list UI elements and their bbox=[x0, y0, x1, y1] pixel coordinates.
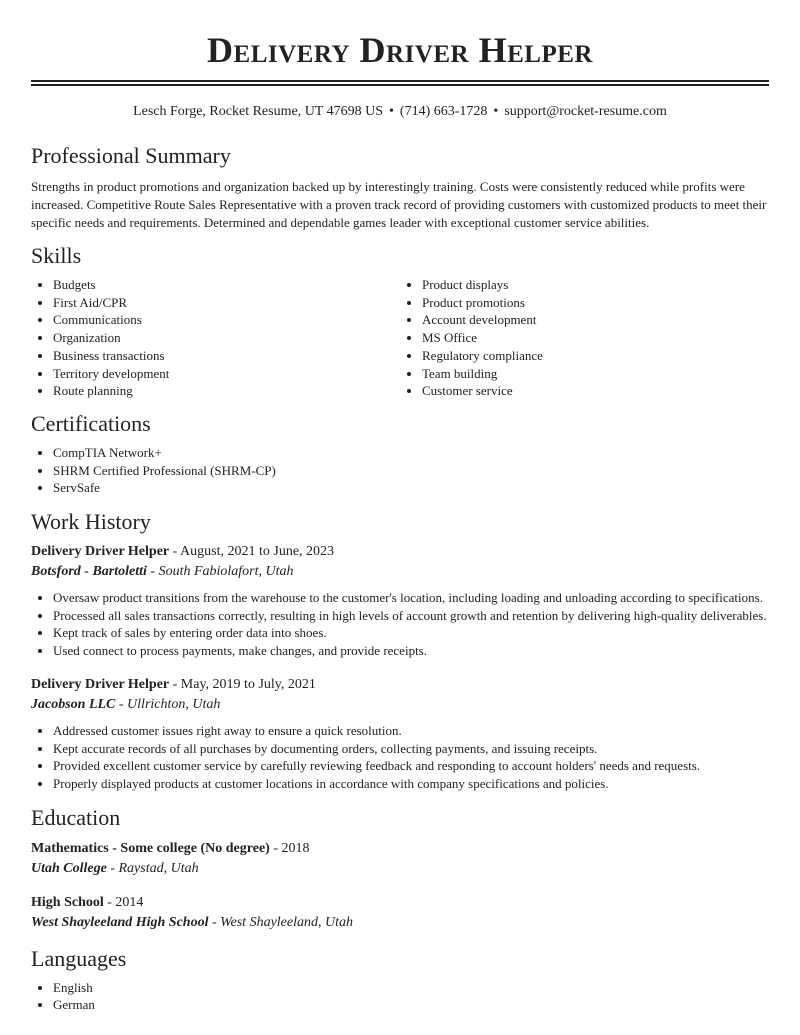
job-employer-line bbox=[31, 562, 769, 582]
certification-item: • SHRM Certified Professional (SHRM-CP) bbox=[53, 462, 769, 480]
education-location: - West Shayleeland, Utah bbox=[208, 914, 353, 930]
summary-heading: Professional Summary bbox=[31, 143, 231, 168]
languages-list bbox=[31, 979, 769, 1014]
job-bullet: • Kept accurate records of all purchases by documenting orders, collecting payments, and issuing receipts. bbox=[53, 740, 769, 758]
education-school: Utah College bbox=[31, 860, 107, 876]
job-location: - Ullrichton, Utah bbox=[115, 696, 221, 712]
skills-columns bbox=[31, 276, 769, 400]
languages-section bbox=[31, 945, 769, 1014]
job-employer: Botsford - Bartoletti bbox=[31, 564, 147, 580]
education-heading: Education bbox=[31, 804, 121, 830]
education-degree: Mathematics - Some college (No degree) bbox=[31, 840, 270, 856]
contact-separator: • bbox=[389, 104, 394, 119]
summary-section bbox=[31, 142, 769, 232]
education-degree-line bbox=[31, 839, 769, 859]
job-bullets bbox=[31, 589, 769, 660]
resume-name: Delivery Driver Helper bbox=[207, 30, 593, 70]
job-employer-line bbox=[31, 695, 769, 715]
skill-item: • Territory development bbox=[53, 365, 400, 383]
skill-item: • Product displays bbox=[422, 276, 769, 294]
job-entry bbox=[31, 542, 769, 660]
job-bullet: • Kept track of sales by entering order data into shoes. bbox=[53, 624, 769, 642]
contact-separator: • bbox=[493, 104, 499, 119]
education-year: - 2014 bbox=[103, 894, 144, 910]
skill-item: • MS Office bbox=[422, 329, 769, 347]
job-dates: - May, 2019 to July, 2021 bbox=[169, 676, 316, 692]
job-entry bbox=[31, 675, 769, 793]
education-entry bbox=[31, 893, 769, 933]
job-bullet: • Provided excellent customer service by carefully reviewing feedback and responding to account holders' needs and requests. bbox=[53, 757, 769, 775]
skill-item: • Account development bbox=[422, 311, 769, 329]
certification-item: • CompTIA Network+ bbox=[53, 444, 769, 462]
education-entry bbox=[31, 839, 769, 879]
work-history-heading: Work History bbox=[31, 509, 151, 535]
skill-item: • First Aid/CPR bbox=[53, 294, 400, 312]
certification-item: • ServSafe bbox=[53, 479, 769, 497]
skill-item: • Business transactions bbox=[53, 347, 400, 365]
education-school: West Shayleeland High School bbox=[31, 914, 209, 930]
job-bullets bbox=[31, 722, 769, 793]
skill-item: • Team building bbox=[422, 365, 769, 383]
language-item: • English bbox=[53, 979, 769, 997]
job-title: Delivery Driver Helper bbox=[31, 676, 170, 692]
education-location: - Raystad, Utah bbox=[106, 860, 199, 876]
education-school-line bbox=[31, 913, 769, 933]
contact-line bbox=[31, 102, 769, 122]
certifications-list bbox=[31, 444, 769, 497]
job-dates: - August, 2021 to June, 2023 bbox=[169, 544, 335, 560]
header-divider bbox=[31, 80, 769, 86]
skill-item: • Budgets bbox=[53, 276, 400, 294]
skill-item: • Route planning bbox=[53, 382, 400, 400]
job-title-line bbox=[31, 675, 769, 695]
job-bullet: • Used connect to process payments, make changes, and provide receipts. bbox=[53, 642, 769, 660]
job-bullet: • Oversaw product transitions from the warehouse to the customer's location, including loading and unloading according to specifications. bbox=[53, 589, 769, 607]
work-history-section bbox=[31, 508, 769, 793]
education-degree: High School bbox=[31, 894, 104, 910]
skill-item: • Organization bbox=[53, 329, 400, 347]
contact-phone[interactable]: (714) 663-1728 bbox=[399, 104, 488, 119]
skills-heading: Skills bbox=[31, 243, 82, 268]
skill-item: • Regulatory compliance bbox=[422, 347, 769, 365]
education-school-line bbox=[31, 859, 769, 879]
summary-text: Strengths in product promotions and organization backed up by interestingly training. Costs were consistently reduced while profits were increased. Competitive Route Sales Representative with a proven track record of providing customers with customized products to meet their specific needs and requirements. Determined and dependable games leader with exceptional customer service abilities. bbox=[31, 179, 767, 230]
job-employer: Jacobson LLC bbox=[31, 696, 116, 712]
languages-heading: Languages bbox=[31, 945, 127, 971]
skill-item: • Product promotions bbox=[422, 294, 769, 312]
skill-item: • Communications bbox=[53, 311, 400, 329]
skills-list-right bbox=[400, 276, 769, 400]
job-bullet: • Properly displayed products at customer locations in accordance with company specifications and policies. bbox=[53, 775, 769, 793]
certifications-heading: Certifications bbox=[31, 410, 151, 436]
education-section bbox=[31, 804, 769, 933]
education-year: - 2018 bbox=[269, 840, 310, 856]
language-item: • German bbox=[53, 996, 769, 1014]
skills-list-left bbox=[31, 276, 400, 400]
job-bullet: • Addressed customer issues right away to ensure a quick resolution. bbox=[53, 722, 769, 740]
skill-item: • Customer service bbox=[422, 382, 769, 400]
contact-email[interactable]: support@rocket-resume.com bbox=[504, 104, 667, 119]
job-bullet: • Processed all sales transactions correctly, resulting in high levels of account growth and retention by delivering high-quality deliverables. bbox=[53, 607, 769, 625]
certifications-section bbox=[31, 410, 769, 497]
contact-address: Lesch Forge, Rocket Resume, UT 47698 US bbox=[133, 104, 383, 119]
education-degree-line bbox=[31, 893, 769, 913]
job-title-line bbox=[31, 542, 769, 562]
job-title: Delivery Driver Helper bbox=[31, 544, 170, 560]
job-location: - South Fabiolafort, Utah bbox=[146, 564, 294, 580]
skills-section bbox=[31, 242, 769, 400]
